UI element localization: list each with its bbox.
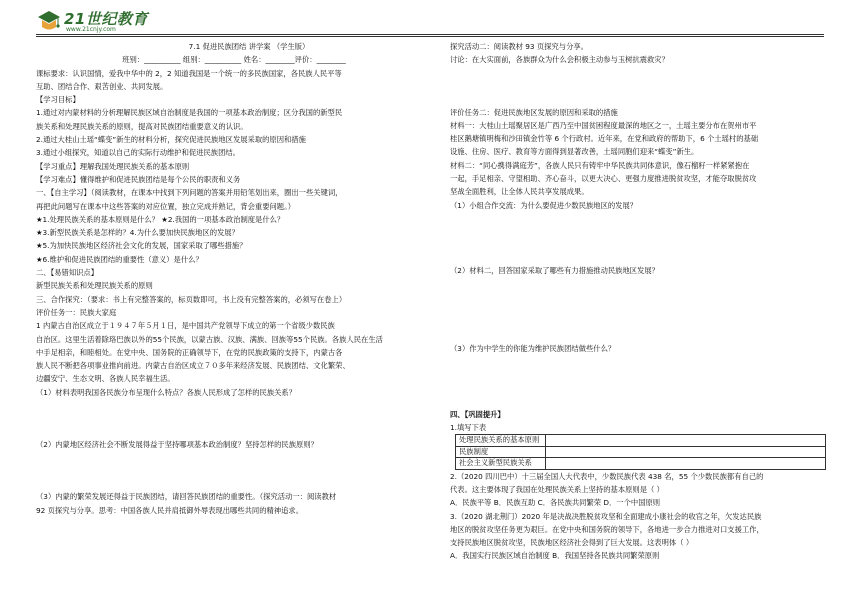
goal-line: 族关系和处理民族关系的原则，提高对民族团结重要意义的认识。 [36, 121, 248, 131]
material1-line: 设施、住房、医疗、教育等方面得到显著改善，土瑶同胞们迎来“蝶变”新生。 [450, 147, 699, 157]
difficult-point: 【学习难点】懂得维护和促进民族团结是每个公民的职责和义务 [36, 174, 241, 184]
answer-space[interactable] [450, 212, 826, 251]
table-row [456, 458, 826, 470]
right-question-3: （3）作为中学生的你能为维护民族团结做些什么？ [450, 344, 616, 354]
right-column [450, 40, 826, 563]
goal-line: 2.通过大桂山土瑶“蝶变”新生的材料分析，探究促进民族地区发展采取的原因和措施 [36, 135, 306, 145]
answer-space[interactable] [450, 67, 826, 106]
answer-space[interactable] [450, 356, 826, 395]
header-rule-thin [36, 36, 824, 37]
question-line: ★1.处理民族关系的基本原则是什么？ ★2.我国的一项基本政治制度是什么？ [36, 214, 285, 224]
intro-line: 课标要求：认识国情，爱我中华中的 2，2 知道我国是一个统一的多民族国家，各民族人民平等 [36, 68, 342, 78]
mc-options: A．我国实行民族区域自治制度 B．我国坚持各民族共同繁荣原则 [450, 551, 660, 561]
goals-heading: 【学习目标】 [36, 95, 80, 105]
header-rule [36, 34, 824, 35]
table-cell-blank[interactable] [546, 446, 826, 458]
consolidate-heading: 四、【巩固提升】 [450, 409, 505, 419]
left-column [36, 40, 422, 517]
material-line: 边疆安宁、生态文明、各族人民幸福生活。 [36, 374, 175, 384]
question-line: ★5.为加快民族地区经济社会文化的发展，国家采取了哪些措施？ [36, 241, 247, 251]
material2-line: 一起，手足相亲、守望相助、齐心奋斗，以更大决心、更强力度推进脱贫攻坚，才能夺取脱贫攻 [450, 174, 757, 184]
right-question-2: （2）材料二，回答国家采取了哪些有力措施推动民族地区发展？ [450, 265, 659, 275]
page-title: 7.1 促进民族团结 讲学案 （学生版） [188, 42, 310, 51]
mc-question-3: 地区的脱贫攻坚任务更为艰巨。在党中央和国务院的领导下，各地进一步合力推进对口支援工作， [450, 524, 764, 534]
info-line: 班别：__________ 组别：__________ 姓名：________评价：________ [122, 55, 346, 65]
logo-url: www.21cnjy.com [66, 26, 116, 33]
table-cell-label: 社会主义新型民族关系 [456, 458, 546, 470]
table-cell-blank[interactable] [546, 458, 826, 470]
table-row [456, 435, 826, 447]
mc-question-2: 代表。这主要体现了我国在处理民族关系上坚持的基本原则是（ ） [450, 484, 664, 494]
fill-table-instruction: 1.填写下表 [450, 422, 487, 432]
material2-line: 坚战全面胜利，让全体人民共享发展成果。 [450, 187, 589, 197]
question-1: （1）材料表明我国各民族分布呈现什么特点？各族人民形成了怎样的民族关系？ [36, 387, 297, 397]
discuss: 讨论：在大实面前，各族群众为什么会积极主动参与玉树抗震救灾？ [450, 55, 669, 65]
material-line: 1 内蒙古自治区成立于１９４７年５月１日，是中国共产党领导下成立的第一个省级少数民族 [36, 321, 335, 331]
question-3: 92 页探究与分享。思考：中国各族人民并肩抵御外辱表现出哪些共同的精神追求。 [36, 505, 303, 515]
logo-text: 21世纪教育 [64, 10, 148, 28]
mc-question-3: 3.（2020 湖北荆门）2020 年是决战决胜脱贫攻坚和全面建成小康社会的收官之年，欠发达民族 [450, 511, 762, 521]
table-cell-blank[interactable] [546, 435, 826, 447]
question-3: （3）内蒙的繁荣发展还得益于民族团结，请回答民族团结的重要性。（探究活动一：阅读教材 [36, 492, 337, 502]
material-line: 中手足相亲，和睦相处。在党中央、国务院的正确领导下，在党的民族政策的支持下，内蒙古各 [36, 347, 343, 357]
goal-line: 1.通过对内蒙材料的分析理解民族区域自治制度是我国的一项基本政治制度；区分我国的新型民 [36, 108, 343, 118]
question-line: ★3.新型民族关系是怎样的？4.为什么要加快民族地区的发展？ [36, 228, 239, 238]
self-study-line: 一、【自主学习】（阅读教材，在课本中找到下列问题的答案并用铅笔划出来，圈出一些关键词， [36, 188, 343, 198]
intro-line: 互助、团结合作、艰苦创业、共同发展。 [36, 81, 168, 91]
mistake-text: 新型民族关系和处理民族关系的原则 [36, 281, 153, 291]
explore2: 探究活动二：阅读教材 93 页探究与分享。 [450, 42, 588, 51]
material1-line: 材料一：大桂山土瑶聚居区是广西乃至中国贫困程度最深的地区之一，土瑶主要分布在贺州市平 [450, 120, 757, 130]
material1-line: 桂区鹅塘镇明梅和沙田镇金竹等 6 个行政村。近年来，在党和政府的帮助下，6 个土瑶村的基础 [450, 134, 759, 144]
task1-heading: 评价任务一：民族大家庭 [36, 307, 117, 317]
mc-options: A．民族平等 B．民族互助 C．各民族共同繁荣 D．一个中国原则 [450, 498, 661, 508]
fill-table [455, 434, 826, 470]
material-line: 自治区。这里生活着除珞巴族以外的55个民族，以蒙古族、汉族、满族、回族等55个民族。各族人民在生活 [36, 334, 383, 344]
mc-question-3: 支持民族地区脱贫攻坚，民族地区经济社会得到了巨大发展。这表明体（ ） [450, 538, 694, 548]
answer-space[interactable] [450, 277, 826, 316]
answer-space[interactable] [36, 399, 422, 438]
logo-hat-icon [36, 7, 62, 35]
coop-heading: 三、合作探究：（要求：书上有完整答案的，标页数即可，书上没有完整答案的，必须写在卷上） [36, 294, 347, 304]
self-study-line: 再把此问题写在课本中这些答案的对应位置，独立完成并熟记，背会重要问题。） [36, 201, 296, 211]
mistake-heading: 二、【易错知识点】 [36, 268, 99, 278]
material-line: 族人民不断把各项事业推向前进。内蒙古自治区成立７０多年来经济发展、民族团结、文化繁荣、 [36, 361, 350, 371]
answer-space[interactable] [36, 451, 422, 490]
table-row [456, 446, 826, 458]
table-cell-label: 民族制度 [456, 446, 546, 458]
right-question-1: （1）小组合作交流：为什么要促进少数民族地区的发展？ [450, 200, 638, 210]
logo [36, 7, 176, 37]
question-2: （2）内蒙地区经济社会不断发展得益于坚持哪项基本政治制度？坚持怎样的民族原则？ [36, 440, 318, 450]
material2-line: 材料二：“同心携得满庭芳”，各族人民只有铸牢中华民族共同体意识，像石榴籽一样紧紧抱在 [450, 160, 750, 170]
key-point: 【学习重点】理解我国处理民族关系的基本原则 [36, 161, 190, 171]
goal-line: 3.通过小组探究，知道以自己的实际行动维护和促进民族团结。 [36, 148, 240, 158]
question-line: ★6.维护和促进民族团结的重要性（意义）是什么？ [36, 254, 203, 264]
task2-heading: 评价任务二：促进民族地区发展的原因和采取的措施 [450, 107, 618, 117]
mc-question-2: 2.（2020 四川巴中）十三届全国人大代表中，少数民族代表 438 名，55 个少数民族都有自己的 [450, 471, 764, 481]
table-cell-label: 处理民族关系的基本原则 [456, 435, 546, 447]
